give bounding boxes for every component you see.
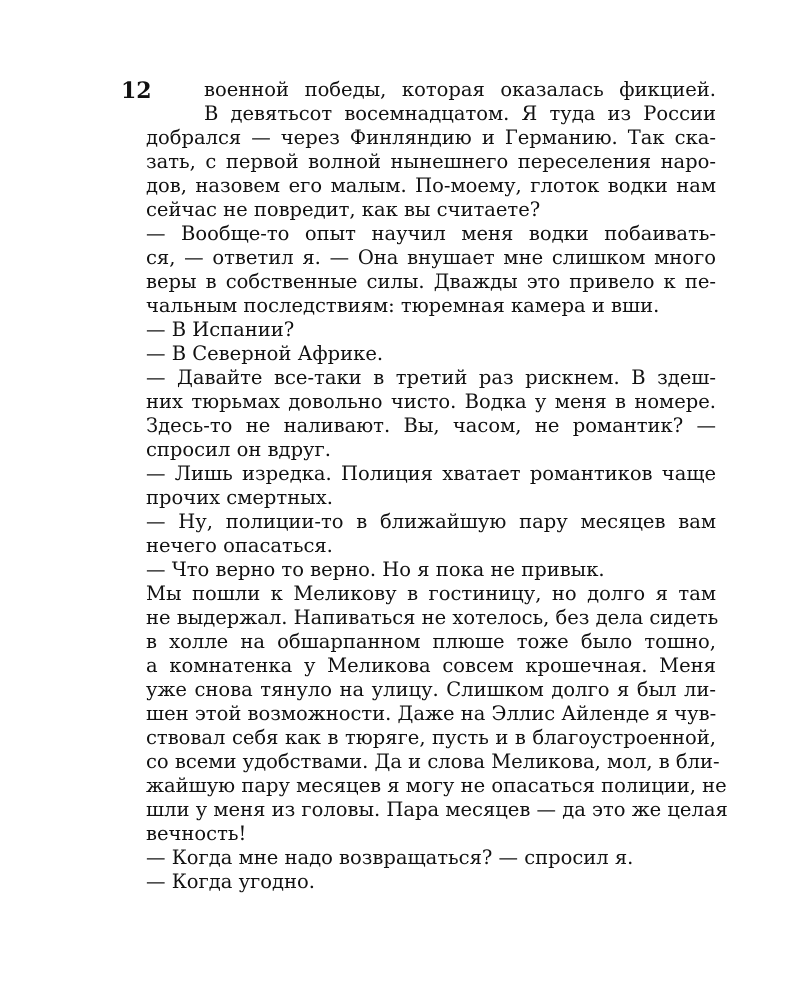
text-line: В девятьсот восемнадцатом. Я туда из России [204,102,716,125]
text-line: — Когда угодно. [146,870,315,893]
text-line: спросил он вдруг. [146,438,331,461]
text-line: ся, — ответил я. — Она внушает мне слишком много [146,246,716,269]
text-line: ствовал себя как в тюряге, пусть и в благоустроенной, [146,726,716,749]
text-line: в холле на обшарпанном плюше тоже было тошно, [146,630,716,653]
text-line: жайшую пару месяцев я могу не опасаться полиции, не [146,774,727,797]
text-line: не выдержал. Напиваться не хотелось, без дела сидеть [146,606,719,629]
text-line: — Ну, полиции-то в ближайшую пару месяцев вам [146,510,716,533]
text-line: военной победы, которая оказалась фикцией. [204,78,716,101]
text-line: веры в собственные силы. Дважды это привело к пе- [146,270,716,293]
text-line: — Когда мне надо возвращаться? — спросил я. [146,846,634,869]
body-text [146,78,728,894]
text-line: них тюрьмах довольно чисто. Водка у меня в номере. [146,390,716,413]
text-line: шли у меня из головы. Пара месяцев — да это же целая [146,798,728,821]
text-line: уже снова тянуло на улицу. Слишком долго я был ли- [146,678,716,701]
text-line: чальным последствиям: тюремная камера и вши. [146,294,660,317]
text-line: Здесь-то не наливают. Вы, часом, не романтик? — [146,414,716,437]
page-number: 12 [121,78,152,104]
text-line: Мы пошли к Меликову в гостиницу, но долго я там [146,582,716,605]
text-line: прочих смертных. [146,486,333,509]
text-line: шен этой возможности. Даже на Эллис Айленде я чув- [146,702,717,725]
text-line: — Лишь изредка. Полиция хватает романтиков чаще [146,462,716,485]
text-line: — В Северной Африке. [146,342,384,365]
text-line: — В Испании? [146,318,295,341]
text-line: зать, с первой волной нынешнего переселения наро- [146,150,716,173]
text-line: дов, назовем его малым. По-моему, глоток водки нам [146,174,716,197]
text-line: сейчас не повредит, как вы считаете? [146,198,541,221]
text-line: со всеми удобствами. Да и слова Меликова, мол, в бли- [146,750,720,773]
text-line: добрался — через Финляндию и Германию. Так ска- [146,126,716,149]
text-line: — Вообще-то опыт научил меня водки побаивать- [146,222,716,245]
text-line: вечность! [146,822,247,845]
text-line: — Давайте все-таки в третий раз рискнем. В здеш- [146,366,716,389]
text-line: — Что верно то верно. Но я пока не привык. [146,558,605,581]
text-line: а комнатенка у Меликова совсем крошечная. Меня [146,654,716,677]
text-line: нечего опасаться. [146,534,333,557]
